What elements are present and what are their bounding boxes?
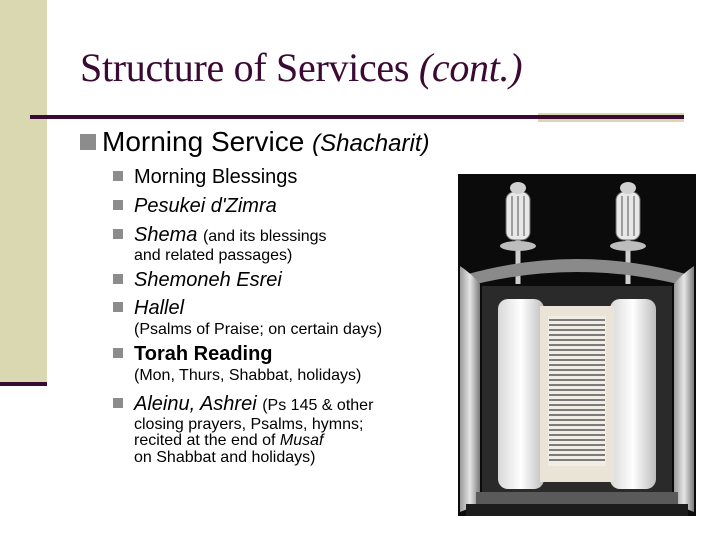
title-rule <box>30 115 538 119</box>
title-rule-accent <box>538 113 684 122</box>
list-item <box>113 195 277 217</box>
bullet-square-icon <box>113 274 123 284</box>
bullet-square-icon <box>113 171 123 181</box>
list-item <box>113 269 282 291</box>
side-band <box>0 0 47 385</box>
slide-title <box>80 44 522 91</box>
item-label: Shema <box>134 224 198 246</box>
title-suffix: (cont.) <box>409 45 523 90</box>
list-item <box>113 343 273 365</box>
item-note-continuation: and related passages) <box>134 247 293 264</box>
side-rule <box>0 382 47 386</box>
item-note-continuation: (Mon, Thurs, Shabbat, holidays) <box>134 367 362 384</box>
item-note-continuation: (Psalms of Praise; on certain days) <box>134 321 383 338</box>
bullet-square-icon <box>113 302 123 312</box>
item-note: (Ps 145 & other <box>262 397 374 414</box>
main-bullet-note: Shacharit <box>320 130 422 157</box>
bullet-square-icon <box>113 398 123 408</box>
bullet-square-icon <box>113 348 123 358</box>
item-label: Shemoneh Esrei <box>134 269 282 291</box>
main-bullet: Morning Service (Shacharit) <box>80 126 429 158</box>
item-label: Morning Blessings <box>134 166 298 188</box>
bullet-square-icon <box>113 229 123 239</box>
item-label: Torah Reading <box>134 343 273 365</box>
title-text: Structure of Services <box>80 45 410 90</box>
item-note-continuation: closing prayers, Psalms, hymns; <box>134 416 364 433</box>
list-item <box>113 297 184 319</box>
list-item <box>113 224 327 248</box>
list-item <box>113 166 297 188</box>
item-label: Hallel <box>134 297 185 319</box>
item-note-continuation: recited at the end of Musaf <box>134 432 324 449</box>
item-note-continuation: on Shabbat and holidays) <box>134 449 316 466</box>
item-label: Pesukei d'Zimra <box>134 195 277 217</box>
item-note: (and its blessings <box>202 228 327 245</box>
bullet-square-icon <box>80 134 96 150</box>
list-item <box>113 393 373 417</box>
torah-scroll-photo <box>458 174 696 516</box>
bullet-square-icon <box>113 200 123 210</box>
item-label: Aleinu, Ashrei <box>134 393 257 415</box>
main-bullet-label: Morning Service <box>102 126 305 157</box>
